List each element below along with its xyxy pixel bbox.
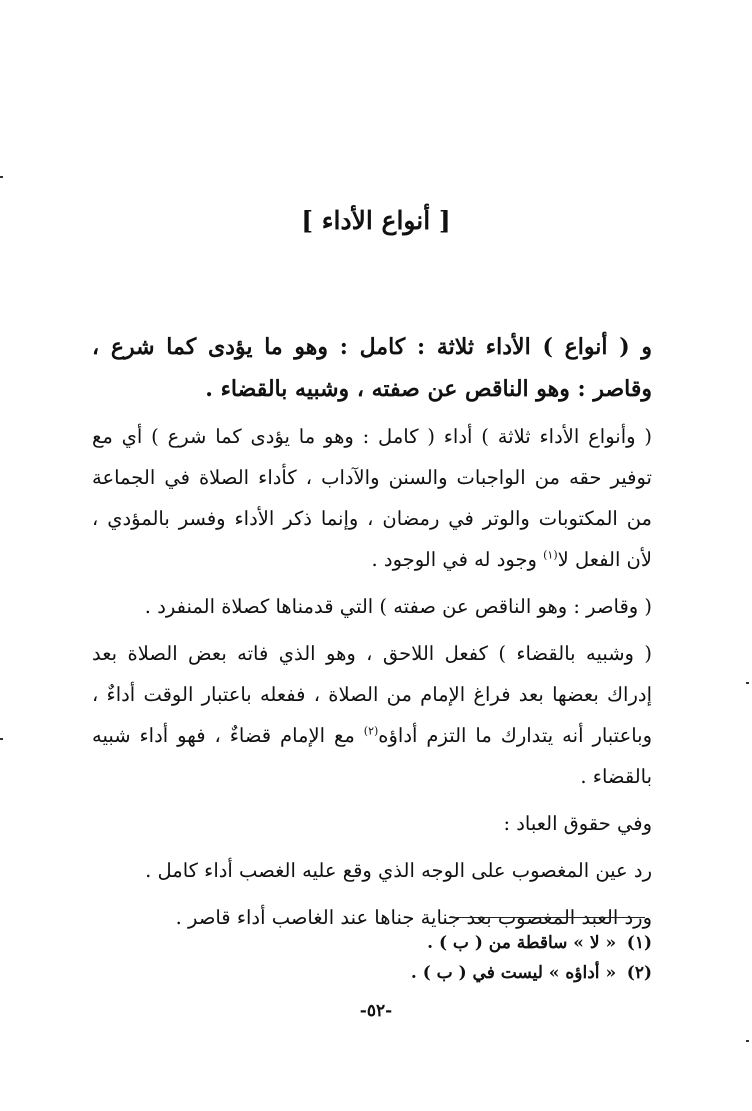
- commentary-paragraph-1-text: ( وأنواع الأداء ثلاثة ) أداء ( كامل : وهو ما يؤدى كما شرع ) أي مع توفير حقه من الواجبات والسنن والآداب ، كأداء الصلاة في الجماعة من المكتوبات والوتر في رمضان ، وإنما ذكر الأداء وفسر بالمؤدي ، لأن الفعل لا: [92, 425, 652, 571]
- page-number: -٥٢-: [359, 1001, 393, 1021]
- footnote-1-text: « لا » ساقطة من ( ب ) .: [427, 933, 617, 953]
- commentary-paragraph-1: [92, 416, 652, 580]
- footnote-divider: [449, 917, 645, 918]
- commentary-paragraph-1-tail: وجود له في الوجود .: [371, 548, 544, 571]
- commentary-paragraph-2: ( وقاصر : وهو الناقص عن صفته ) التي قدمناها كصلاة المنفرد .: [144, 595, 652, 618]
- section-heading: [ أنواع الأداء ]: [301, 206, 451, 235]
- commentary-paragraph-3-text: ( وشبيه بالقضاء ) كفعل اللاحق ، وهو الذي فاته بعض الصلاة بعد إدراك بعضها بعد فراغ الإمام من الصلاة ، ففعله باعتبار الوقت أداءٌ ، وباعتبار أنه يتدارك ما التزم أداؤه: [92, 642, 652, 747]
- matn-text: و ( أنواع ) الأداء ثلاثة : كامل : وهو ما يؤدى كما شرع ، وقاصر : وهو الناقص عن صفته ، وشبيه بالقضاء .: [92, 334, 652, 402]
- footnote-2: [232, 958, 652, 988]
- footnote-ref-1: (١): [543, 548, 558, 562]
- footnote-2-number: (٢): [626, 963, 652, 983]
- footnote-ref-2: (٢): [363, 724, 379, 738]
- example-line-2: ورد العبد المغصوب بعد جناية جناها عند الغاصب أداء قاصر .: [175, 906, 652, 929]
- example-line-1: رد عين المغصوب على الوجه الذي وقع عليه الغصب أداء كامل .: [145, 859, 652, 882]
- footnote-2-text: « أداؤه » ليست في ( ب ) .: [410, 963, 617, 983]
- huquq-heading: وفي حقوق العباد :: [503, 812, 652, 835]
- footnote-1: [232, 928, 652, 958]
- footnotes: [232, 928, 652, 988]
- scan-speck: [746, 682, 749, 684]
- scan-speck: [0, 176, 3, 178]
- footnote-1-number: (١): [626, 933, 652, 953]
- scan-speck: [746, 1040, 749, 1042]
- commentary: [92, 416, 652, 938]
- commentary-paragraph-3-tail: مع الإمام قضاءٌ ، فهو أداء شبيه بالقضاء .: [92, 724, 652, 788]
- scan-speck: [0, 738, 3, 740]
- commentary-paragraph-3: [92, 633, 652, 797]
